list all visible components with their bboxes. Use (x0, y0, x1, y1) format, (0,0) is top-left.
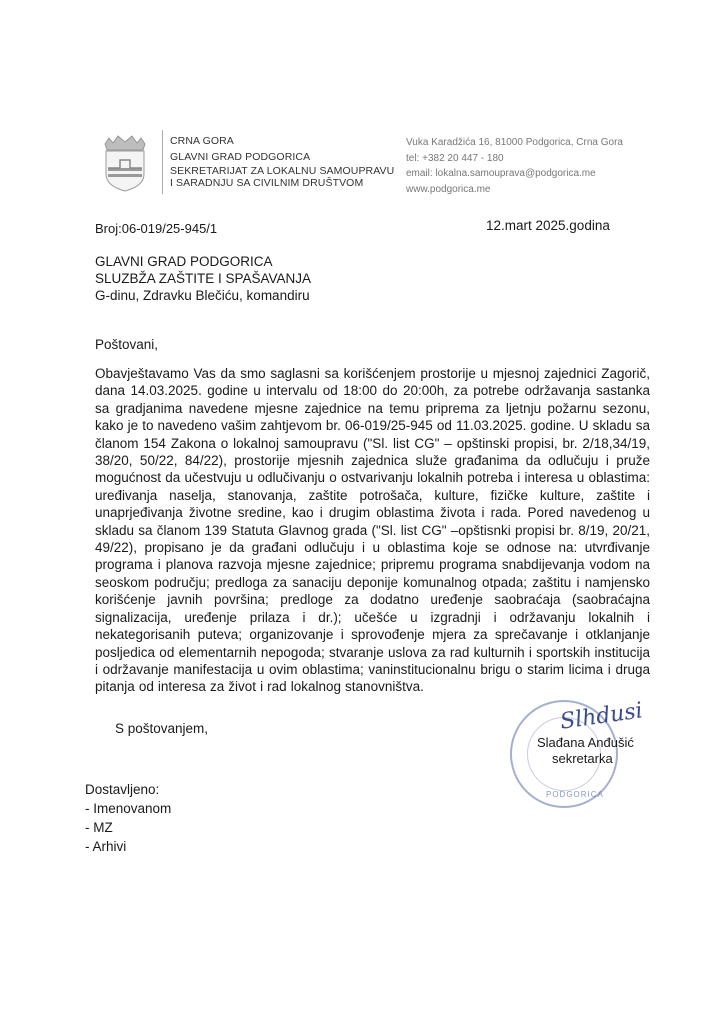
contact-email: email: lokalna.samouprava@podgorica.me (406, 168, 596, 179)
coat-of-arms-icon (100, 134, 150, 192)
reference-number: Broj:06-019/25-945/1 (95, 221, 218, 236)
country-name: CRNA GORA (170, 135, 234, 147)
salutation: Poštovani, (95, 337, 159, 352)
signatory-name: Slađana Anđušić (537, 735, 634, 750)
letterhead-organization (170, 134, 394, 189)
department-line-2: I SARADNJU SA CIVILNIM DRUŠTVOM (170, 177, 364, 189)
distribution-item: - MZ (85, 820, 113, 835)
stamp-text: PODGORICA (546, 790, 604, 799)
contact-address: Vuka Karadžića 16, 81000 Podgorica, Crna Gora (406, 137, 623, 148)
distribution-item: - Arhivi (85, 839, 127, 854)
letterhead-contact (406, 135, 623, 197)
department-line-1: SEKRETARIJAT ZA LOKALNU SAMOUPRAVU (170, 165, 395, 177)
handwritten-signature: Slhdusi (558, 698, 645, 735)
letterhead-divider (162, 130, 163, 194)
letter-date: 12.mart 2025.godina (486, 218, 610, 233)
signatory-title: sekretarka (552, 751, 613, 766)
recipient-block (95, 253, 311, 304)
letter-body: Obavještavamo Vas da smo saglasni sa korišćenjem prostorije u mjesnoj zajednici Zagorič, dana 14.03.2025. godine u intervalu od 18:00 do 20:00h, za potrebe održavanja sastanka sa gradjanima navedene mjesne zajednice na temu priprema za ljetnju požarnu sezonu, kako je to navedeno vašim zahtjevom br. 06-019/25-945 od 11.03.2025. godine. U skladu sa članom 154 Zakona o lokalnoj samoupravu ("Sl. list CG" – opštinski propisi, br. 2/18,34/19, 38/20, 50/22, 84/22), prostorije mjesnih zajednica služe građanima da odlučuju i pruže mogućnost da učestvuju u odlučivanju o ostvarivanju lokalnih potreba i interesa u oblastima: uređivanja naselja, stanovanja, zaštite potrošača, kulture, fizičke kulture, zaštite i unaprjeđivanja životne sredine, kao i drugim oblastima života i rada. Pored navedenog u skladu sa članom 139 Statuta Glavnog grada ("Sl. list CG" –opštisnki propisi br. 8/19, 20/21, 49/22), propisano je da građani odlučuju i u oblastima koje se odnose na: utvrđivanje programa i planova razvoja mjesne zajednice; pripremu programa snabdijevanja vodom na seoskom području; predloga za sanaciju deponije komunalnog otpada; zaštitu i namjensko korišćenje javnih površina; predloge za dodatno uređenje saobraćaja (saobraćajna signalizacija, uređenje prilaza i dr.); učešće u izgradnji i održavanju lokalnih i nekategorisanih puteva; organizovanje i sprovođenje mjera za sprečavanje i otklanjanje posljedica od elementarnih nepogoda; stvaranje uslova za rad kulturnih i sportskih institucija i održavanje manifestacija u ovim oblastima; vaninstitucionalnu brigu o starim licima i druga pitanja od interesa za život i rad lokalnog stanovništva. (95, 366, 650, 695)
recipient-line-2: SLUZBŽA ZAŠTITE I SPAŠAVANJA (95, 271, 312, 286)
distribution-heading: Dostavljeno: (85, 782, 160, 797)
contact-website: www.podgorica.me (406, 183, 491, 195)
contact-phone: tel: +382 20 447 - 180 (406, 152, 504, 164)
city-name: GLAVNI GRAD PODGORICA (170, 150, 311, 163)
distribution-list (85, 780, 171, 856)
closing: S poštovanjem, (115, 721, 209, 736)
recipient-line-3: G-dinu, Zdravku Blečiću, komandiru (95, 288, 310, 303)
distribution-item: - Imenovanom (85, 801, 172, 816)
recipient-line-1: GLAVNI GRAD PODGORICA (95, 254, 273, 269)
